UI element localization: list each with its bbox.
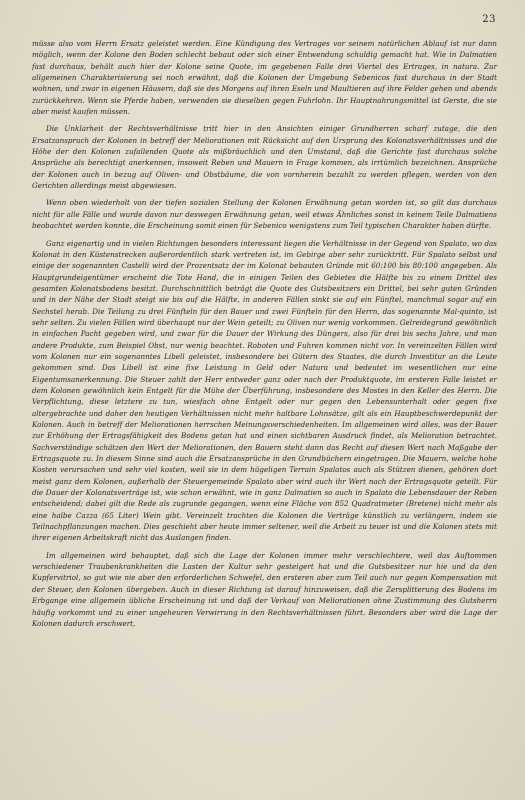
- paragraph: Wenn oben wiederholt von der tiefen sozialen Stellung der Kolonen Erwähnung getan worden ist, so gilt das durchaus nicht für alle Fälle und wurde davon nur deswegen Erwähnung getan, weil etwas Ähnliches sonst in keinem Teile Dalmatiens beobachtet werden konnte, die Erscheinung somit einen für Sebenico wenigstens zum Teil typischen Charakter haben dürfte.: [32, 198, 497, 231]
- paragraph: müsse also vom Herrn Ersatz geleistet werden. Eine Kündigung des Vertrages vor seinem natürlichen Ablauf ist nur dann möglich, wenn der Kolone den Boden schlecht bebaut oder sich einer Entwendung schuldig gemacht hat. Wie in Dalmatien fast durchaus, behält auch hier der Kolone seine Quote, im gegebenen Falle drei Viertel des Ertrages, in natura. Zur allgemeinen Charakterisierung sei noch erwähnt, daß die Kolonen der Umgebung Sebenicos fast durchaus in der Stadt wohnen, und zwar in eigenen Häusern, daß sie des Morgens auf ihren Eseln und Maultieren auf ihre Felder gehen und abends zurückkehren. Wenn sie Pferde haben, verwenden sie dieselben gegen Fuhrlohn. Ihr Hauptnahrungsmittel ist Gerste, die sie aber meist kaufen müssen.: [32, 39, 497, 117]
- paragraph: Ganz eigenartig und in vielen Richtungen besonders interessant liegen die Verhältnisse in der Gegend von Spalato, wo das Kolonat in den Küstenstrecken außerordentlich stark vertreten ist, im Gebirge aber sehr zurücktritt. Für Spalato selbst und einige der sogenannten Castelli wird der Prozentsatz der im Kolonat bebauten Gründe mit 60:100 bis 80:100 angegeben. Als Hauptgrundeigentümer erscheint die Tote Hand, die in einigen Teilen des Gebietes die Hälfte bis zu einem Drittel des gesamten Kolonatsbodens besitzt. Durchschnittlich beträgt die Quote des Gutsbesitzers ein Drittel, bei sehr guten Gründen und in der Nähe der Stadt steigt sie bis auf die Hälfte, in anderen Fällen sinkt sie auf ein Fünftel, manchmal sogar auf ein Sechstel herab. Die Teilung zu drei Fünfteln für den Bauer und zwei Fünfteln für den Herrn, das sogenannte Mal-quinto, ist sehr selten. Zu vielen Fällen wird überhaupt nur der Wein geteilt; zu Oliven nur wenig vorkommen. Gelreidegrund gewöhnlich in einfachen Pacht gegeben wird, und zwar für die Dauer der Wirkung des Düngers, also für drei bis sechs Jahre, und man andere Produkte, zum Beispiel Obst, nur wenig beachtet. Roboten und Fuhren kommen nicht vor. In vereinzelten Fällen wird vom Kolonen nur ein sogenanntes Libell geleistet, insbesondere bei Gütern des Staates, die durch Investitur an die Leute gekommen sind. Das Libell ist eine fixe Leistung in Geld oder Natura und bedeutet im wesentlichen nur eine Eigentumsanerkennung. Die Steuer zahlt der Herr entweder ganz oder nach der Produktquote, im ersteren Falle leistet er dem Kolonen gewöhnlich kein Entgelt für die Mühe der Überführung, insbesondere des Mostes in den Keller des Herrn. Die Verpflichtung, diese letztere zu tun, wiesfach ohne Entgelt oder nur gegen den Lebensunterhalt oder gegen fixe altergebrachte und daher den heutigen Verhältnissen nicht mehr haltbare Lohnsätze, gilt als ein Hauptbeschwerdepunkt der Kolonen. Auch in betreff der Meliorationen herrschen Meinungsverschiedenheiten. Im allgemeinen wird alles, was der Bauer zur Erhöhung der Ertragsfähigkeit des Bodens getan hat und einen sichtbaren Ausdruck findet, als Melioration betrachtet. Sachverständige schätzen den Wert der Meliorationen, den Bauern steht dann das Recht auf diesen Wert nach Maßgabe der Ertragsquote zu. In diesem Sinne sind auch die Ersatzansprüche in den Grundbüchern eingetragen. Die Mauern, welche hohe Kosten verursachen und sehr viel kosten, weil sie in dem hügeligen Terrain Spalatos auch als Stützen dienen, gehören dort meist ganz dem Kolonen, außerhalb der Steuergemeinde Spalato aber wird auch ihr Wert nach der Ertragsquote geteilt. Für die Dauer der Kolonatsverträge ist, wie schon erwähnt, wie in ganz Dalmatien so auch in Spalato die Lebensdauer der Reben entscheidend; dabei gilt die Rede als zugrunde gegangen, wenn eine Fläche von 852 Quadratmeter (Bretene) nicht mehr als eine halbe Cazza (65 Liter) Wein gibt. Vereinzelt trachten die Kolonen die Verträge künstlich zu verlängern, indem sie Teilnachpflanzungen machen. Dies geschieht aber heute immer seltener, weil die Arbeit zu teuer ist und die Kolonen stets mit ihrer eigenen Arbeitskraft nicht das Auslangen finden.: [32, 238, 497, 543]
- paragraph: Die Unklarheit der Rechtsverhältnisse tritt hier in den Ansichten einiger Grundherren scharf zutage, die den Ersatzanspruch der Kolonen in betreff der Meliorationen mit Rücksicht auf den Ursprung des Kolonatsverhältnisses und die Höhe der den Kolonen zufallenden Quote als mißbräuchlich und den Umstand, daß die Gerichte fast durchaus solche Ansprüche als berechtigt anerkennen, insoweit Reben und Mauern in Frage kommen, als irrtümlich bezeichnen. Ansprüche der Kolonen auch in bezug auf Oliven- und Obstbäume, die von vornherein bezahlt zu werden pflegen, werden von den Gerichten allerdings meist abgewiesen.: [32, 124, 497, 191]
- body-text: [32, 38, 497, 629]
- page-number: 23: [482, 14, 496, 25]
- paragraph: Im allgemeinen wird behauptet, daß sich die Lage der Kolonen immer mehr verschlechtere, weil das Auftommen verschiedener Traubenkrankheiten die Lasten der Kultur sehr gesteigert hat und die Gutsbesitzer nur hie und da den Kupfervitriol, so gut wie nie aber den erforderlichen Schwefel, den ersteren aber zum Teil auch nur gegen Kompensation mit der Steuer, den Kolonen übergeben. Auch in dieser Richtung ist darauf hinzuweisen, daß die Zersplitterung des Bodens im Erbgange eine allgemein übliche Erscheinung ist und daß der Verkauf von Meliorationen ohne Zustimmung des Gutsherrn häufig vorkommt und zu einer ungeheuren Verwirrung in den Rechtsverhältnissen führt. Besonders aber wird die Lage der Kolonen dadurch erschwert,: [32, 550, 497, 628]
